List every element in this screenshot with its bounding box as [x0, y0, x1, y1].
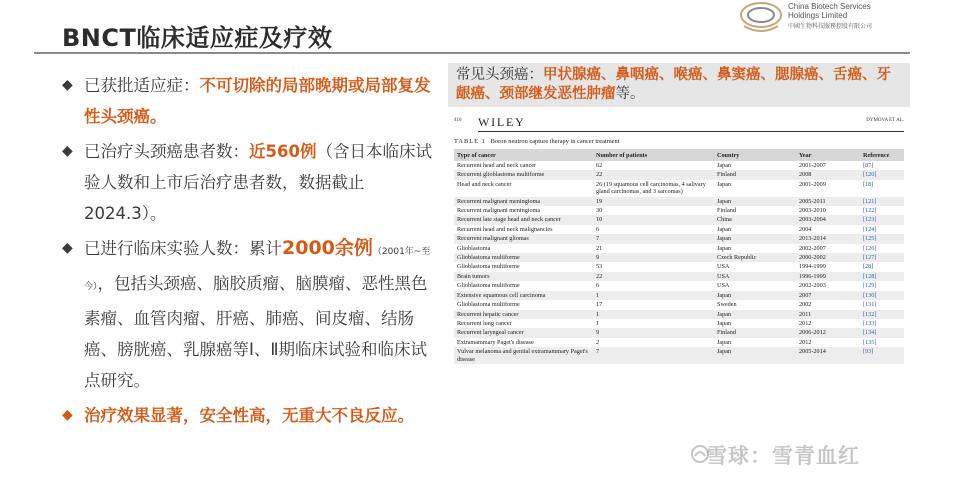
banner-suffix: 等。 — [615, 86, 645, 102]
table-cell: 19 — [593, 197, 714, 206]
table-cell: Finland — [714, 328, 796, 337]
paper-header — [448, 110, 910, 134]
table-cell: 6 — [596, 282, 600, 290]
table-cell: 1 — [593, 310, 714, 319]
reference-link[interactable]: [93] — [860, 347, 904, 364]
table-header-row — [454, 149, 904, 161]
page-number: 416 — [454, 118, 462, 123]
bullet-label: 已治疗头颈癌患者数： — [84, 142, 249, 161]
table-cell: 1996-1999 — [796, 272, 860, 281]
watermark: 雪球：雪青血红 — [706, 444, 860, 468]
reference-link[interactable]: [28] — [863, 263, 874, 271]
column-header: Number of patients — [593, 149, 714, 161]
table-cell: 2004 — [799, 225, 812, 233]
diamond-bullet-icon: ◆ — [62, 240, 73, 256]
table-cell: Recurrent malignant gliomas — [454, 234, 593, 243]
reference-link[interactable]: [123] — [860, 215, 904, 224]
table-cell: Japan — [717, 244, 732, 252]
table-cell: Vulvar melanoma and genital extramammary Paget's disease — [454, 347, 593, 364]
bullet-highlight: 不可切除的局部晚期或局部复发性头颈癌。 — [84, 76, 431, 126]
bnct-trials-table — [454, 149, 904, 364]
table-row — [454, 234, 904, 243]
table-cell: 62 — [596, 162, 603, 169]
banner-prefix: 常见头颈癌： — [456, 67, 543, 83]
table-cell: 2006-2012 — [796, 328, 860, 337]
reference-link[interactable]: [121] — [860, 197, 904, 206]
table-cell: Recurrent malignant meningioma — [457, 207, 541, 215]
table-cell: 2000-2002 — [796, 253, 860, 262]
table-cell: USA — [714, 272, 796, 281]
table-cell: Recurrent lung cancer — [457, 319, 512, 327]
reference-link[interactable]: [18] — [863, 180, 874, 188]
bullet-label: 已进行临床实验人数：累计 — [84, 239, 282, 258]
table-cell: 22 — [593, 170, 714, 179]
table-cell: 21 — [596, 244, 603, 252]
table-row — [454, 272, 904, 281]
table-cell: Japan — [717, 319, 732, 327]
column-header: Year — [796, 149, 860, 161]
table-cell: Glioblastoma — [457, 244, 491, 252]
table-row — [454, 338, 904, 347]
table-cell: 22 — [593, 272, 714, 281]
reference-link[interactable]: [125] — [860, 234, 904, 243]
table-row — [454, 328, 904, 337]
table-cell: Extramammary Paget's disease — [457, 338, 534, 346]
reference-link[interactable]: [131] — [863, 301, 877, 309]
table-cell: China — [714, 215, 796, 224]
table-cell: Brain tumors — [454, 272, 593, 281]
caption-text: Boron neutron capture therapy in cancer treatment — [490, 138, 620, 145]
column-header: Reference — [860, 149, 904, 161]
table-cell: 2011 — [796, 310, 860, 319]
table-cell: 9 — [593, 253, 714, 262]
title-divider — [34, 52, 910, 54]
table-cell: 6 — [596, 225, 600, 233]
reference-link[interactable]: [120] — [860, 170, 904, 179]
column-header: Type of cancer — [454, 149, 593, 161]
table-row — [454, 319, 904, 328]
table-cell: Recurrent late stage head and neck cancer — [454, 215, 593, 224]
table-cell: Recurrent glioblastoma multiforme — [454, 170, 593, 179]
table-cell: 2 — [596, 338, 600, 346]
table-cell: 1994-1999 — [799, 263, 826, 271]
table-cell: 2003-2004 — [796, 215, 860, 224]
logo-name-line-1: China Biotech Services — [788, 2, 871, 11]
reference-link[interactable]: [133] — [863, 319, 877, 327]
diamond-bullet-icon: ◆ — [62, 407, 73, 423]
table-cell: Finland — [714, 170, 796, 179]
bullet-text: （含日本临床试验人数和上市后治疗患者数，数据截止2024.3）。 — [84, 142, 432, 223]
table-cell: Japan — [714, 234, 796, 243]
table-cell: Glioblastoma multiforme — [457, 301, 520, 309]
bullet-clinical-trials — [62, 233, 440, 396]
table-cell: Sweden — [717, 301, 737, 309]
common-cancer-banner — [448, 63, 910, 107]
logo-mark-icon — [738, 0, 784, 36]
table-cell: Japan — [717, 225, 732, 233]
table-cell: 7 — [593, 234, 714, 243]
table-cell: Japan — [714, 197, 796, 206]
reference-link[interactable]: [128] — [860, 272, 904, 281]
table-row — [454, 347, 904, 364]
table-row — [454, 291, 904, 300]
bullet-text: 治疗效果显著，安全性高，无重大不良反应。 — [84, 406, 414, 425]
slide-title: BNCT临床适应症及疗效 — [62, 24, 333, 52]
bullet-highlight: 2000余例 — [282, 237, 373, 259]
table-cell: 2007 — [796, 291, 860, 300]
table-cell: 10 — [593, 215, 714, 224]
table-cell: 2001-2007 — [799, 162, 826, 169]
table-row — [454, 244, 904, 253]
table-cell: 53 — [596, 263, 603, 271]
table-cell: 2008 — [796, 170, 860, 179]
table-cell: Japan — [714, 310, 796, 319]
bullet-note: （2001年~至今） — [84, 247, 431, 292]
table-caption — [454, 138, 620, 145]
table-cell: Head and neck cancer — [457, 180, 512, 188]
reference-link[interactable]: [126] — [863, 244, 877, 252]
table-cell: 2005-2014 — [796, 347, 860, 364]
table-cell: Recurrent head and neck malignancies — [457, 225, 553, 233]
logo-name-line-2: Holdings Limited — [788, 11, 848, 20]
table-cell: 26 (19 squamous cell carcinomas, 4 salivary gland carcinomas, and 3 sarcomas) — [596, 180, 706, 196]
diamond-bullet-icon: ◆ — [62, 77, 73, 93]
diamond-bullet-icon: ◆ — [62, 143, 73, 159]
column-header: Country — [714, 149, 796, 161]
table-cell: Recurrent laryngeal cancer — [454, 328, 593, 337]
reference-link[interactable]: [132] — [860, 310, 904, 319]
table-cell: 7 — [593, 347, 714, 364]
table-cell: Glioblastoma multiforme — [457, 263, 520, 271]
bullet-highlight: 近560例 — [249, 142, 317, 161]
table-row — [454, 262, 904, 271]
reference-link[interactable]: [130] — [860, 291, 904, 300]
table-cell: Japan — [714, 291, 796, 300]
table-cell: 2005-2011 — [796, 197, 860, 206]
table-cell: Extensive squamous cell carcinoma — [454, 291, 593, 300]
table-cell: 17 — [596, 301, 603, 309]
table-row — [454, 300, 904, 309]
table-cell: 30 — [596, 207, 603, 215]
banner-highlight: 甲状腺癌、鼻咽癌、喉癌、鼻窦癌、腮腺癌、舌癌、牙龈癌、颈部继发恶性肿瘤 — [456, 67, 891, 102]
caption-label: TABLE 1 — [454, 138, 486, 145]
bullet-efficacy — [62, 400, 440, 431]
table-row — [454, 206, 904, 215]
table-row — [454, 281, 904, 290]
table-cell: Glioblastoma multiforme — [457, 282, 520, 290]
table-cell: Recurrent hepatic cancer — [454, 310, 593, 319]
table-cell: Recurrent head and neck cancer — [457, 162, 537, 169]
table-row — [454, 180, 904, 197]
paper-excerpt — [448, 110, 910, 485]
table-row — [454, 161, 904, 170]
bullet-list — [62, 70, 440, 435]
table-cell: USA — [717, 263, 730, 271]
table-cell: 9 — [593, 328, 714, 337]
publisher-logo: WILEY — [478, 115, 526, 129]
reference-link[interactable]: [135] — [863, 338, 877, 346]
table-cell: Recurrent malignant meningioma — [454, 197, 593, 206]
bullet-text: ，包括头颈癌、脑胶质瘤、脑膜瘤、恶性黑色素瘤、血管肉瘤、肝癌、肺癌、间皮瘤、结肠癌、膀胱癌、乳腺癌等Ⅰ、Ⅱ期临床试验和临床试点研究。 — [84, 274, 428, 390]
header-rule — [478, 131, 904, 132]
table-cell: 2012 — [799, 319, 812, 327]
table-cell: 2001-2009 — [799, 180, 826, 188]
table-cell: Finland — [717, 207, 736, 215]
table-cell: 1 — [596, 319, 600, 327]
table-cell: 1 — [593, 291, 714, 300]
table-cell: Czech Republic — [714, 253, 796, 262]
table-row — [454, 197, 904, 206]
table-cell: Japan — [717, 338, 732, 346]
table-cell: USA — [717, 282, 730, 290]
running-head: DYMOVA ET AL. — [866, 118, 904, 123]
table-cell: 2002-2003 — [799, 282, 826, 290]
bullet-approved-indication — [62, 70, 440, 132]
reference-link[interactable]: [134] — [860, 328, 904, 337]
reference-link[interactable]: [129] — [863, 282, 877, 290]
table-row — [454, 225, 904, 234]
table-cell: 2002 — [799, 301, 812, 309]
logo-chinese-name: 中國生物科技服務控股有限公司 — [788, 23, 873, 30]
company-logo — [738, 0, 960, 40]
table-cell: Japan — [714, 347, 796, 364]
table-row — [454, 170, 904, 179]
table-cell: 2013-2014 — [796, 234, 860, 243]
table-row — [454, 310, 904, 319]
reference-link[interactable]: [122] — [863, 207, 877, 215]
bullet-patients-treated — [62, 136, 440, 229]
table-row — [454, 215, 904, 224]
reference-link[interactable]: [124] — [863, 225, 877, 233]
table-cell: 2003-2010 — [799, 207, 826, 215]
table-cell: 2012 — [799, 338, 812, 346]
table-cell: Japan — [717, 180, 732, 188]
bullet-label: 已获批适应症： — [84, 76, 200, 95]
reference-link[interactable]: [127] — [860, 253, 904, 262]
table-row — [454, 253, 904, 262]
table-cell: 2002-2007 — [799, 244, 826, 252]
table-cell: Japan — [717, 162, 732, 169]
table-cell: Glioblastoma multiforme — [454, 253, 593, 262]
reference-link[interactable]: [87] — [863, 162, 874, 169]
